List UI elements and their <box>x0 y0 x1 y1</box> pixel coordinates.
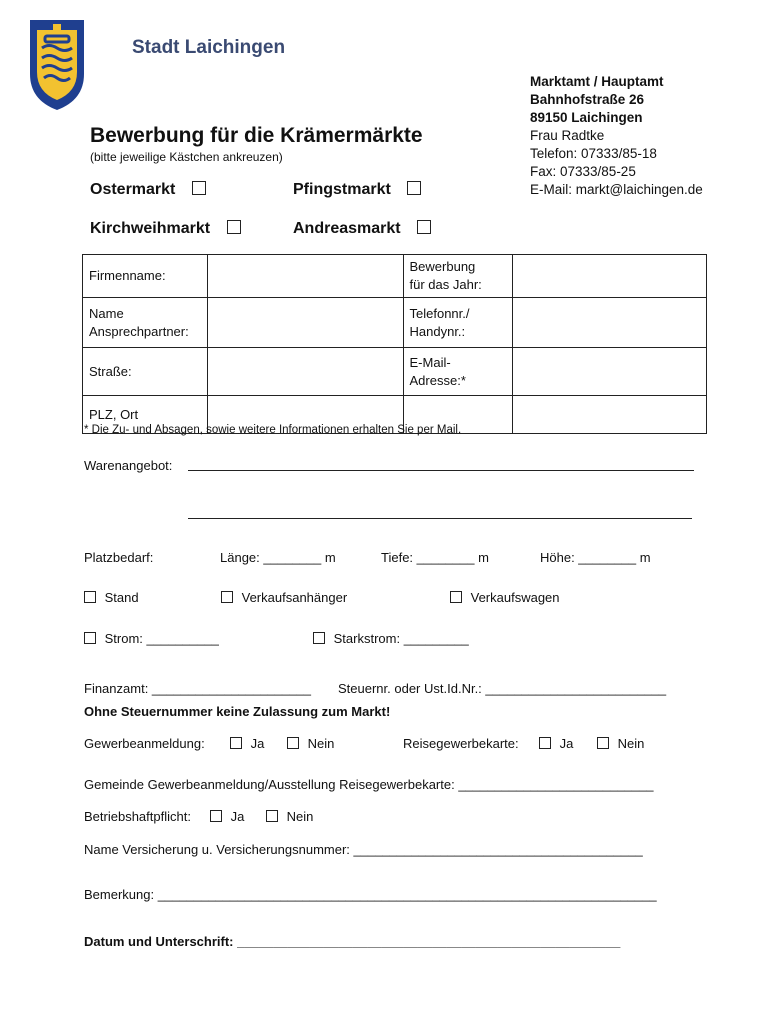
betriebshaftpflicht-label: Betriebshaftpflicht: <box>84 809 191 824</box>
option-starkstrom[interactable] <box>313 631 469 646</box>
tiefe-field[interactable]: Tiefe: ________ m <box>381 550 489 565</box>
gewerbe-nein-option[interactable] <box>287 736 334 751</box>
plz-label: PLZ, Ort <box>83 396 208 434</box>
contact-city: 89150 Laichingen <box>530 110 643 125</box>
hoehe-field[interactable]: Höhe: ________ m <box>540 550 651 565</box>
gewerbe-nein-label: Nein <box>307 736 335 751</box>
steuer-warning: Ohne Steuernummer keine Zulassung zum Markt! <box>84 704 391 719</box>
verkaufsanhaenger-label: Verkaufsanhänger <box>241 590 348 605</box>
gewerbe-ja-label: Ja <box>250 736 265 751</box>
warenangebot-line-1[interactable] <box>188 458 694 471</box>
reisegewerbe-ja-checkbox[interactable] <box>539 737 551 749</box>
kirchweihmarkt-checkbox[interactable] <box>227 220 241 234</box>
market-pfingstmarkt[interactable] <box>293 181 421 199</box>
telefon-field[interactable] <box>513 298 707 348</box>
verkaufswagen-label: Verkaufswagen <box>470 590 560 605</box>
haftpflicht-ja-label: Ja <box>230 809 245 824</box>
andreasmarkt-label: Andreasmarkt <box>293 220 401 237</box>
gewerbeanmeldung-label: Gewerbeanmeldung: <box>84 736 205 751</box>
reisegewerbe-ja-option[interactable] <box>539 736 573 751</box>
empty-cell <box>513 396 707 434</box>
contact-person: Frau Radtke <box>530 128 605 143</box>
footnote: * Die Zu- und Absagen, sowie weitere Informationen erhalten Sie per Mail. <box>84 424 462 436</box>
contact-street: Bahnhofstraße 26 <box>530 92 645 107</box>
laenge-field[interactable]: Länge: ________ m <box>220 550 336 565</box>
firmenname-label: Firmenname: <box>83 255 208 298</box>
contact-email: E-Mail: markt@laichingen.de <box>530 182 703 197</box>
bewerbung-jahr-field[interactable] <box>513 255 707 298</box>
starkstrom-label: Starkstrom: _________ <box>333 631 469 646</box>
haftpflicht-nein-label: Nein <box>286 809 314 824</box>
reisegewerbe-nein-label: Nein <box>617 736 645 751</box>
reisegewerbe-ja-label: Ja <box>559 736 574 751</box>
pfingstmarkt-label: Pfingstmarkt <box>293 181 391 198</box>
verkaufsanhaenger-checkbox[interactable] <box>221 591 233 603</box>
gemeinde-field[interactable]: Gemeinde Gewerbeanmeldung/Ausstellung Reisegewerbekarte: ___________________________ <box>84 777 654 792</box>
market-ostermarkt[interactable] <box>90 181 206 199</box>
verkaufswagen-checkbox[interactable] <box>450 591 462 603</box>
haftpflicht-ja-option[interactable] <box>210 809 244 824</box>
stand-label: Stand <box>104 590 139 605</box>
gewerbe-ja-option[interactable] <box>230 736 264 751</box>
versicherung-field[interactable]: Name Versicherung u. Versicherungsnummer: ________________________________________ <box>84 842 643 857</box>
kirchweihmarkt-label: Kirchweihmarkt <box>90 220 211 237</box>
option-stand[interactable] <box>84 590 139 605</box>
market-kirchweihmarkt[interactable] <box>90 220 241 238</box>
name-label: Name Ansprechpartner: <box>83 298 208 348</box>
subtitle: (bitte jeweilige Kästchen ankreuzen) <box>90 150 283 164</box>
contact-phone: Telefon: 07333/85-18 <box>530 146 657 161</box>
city-name: Stadt Laichingen <box>132 37 286 58</box>
name-field[interactable] <box>207 298 403 348</box>
contact-block <box>530 73 703 199</box>
option-verkaufsanhaenger[interactable] <box>221 590 347 605</box>
firmenname-field[interactable] <box>207 255 403 298</box>
finanzamt-field[interactable]: Finanzamt: ______________________ <box>84 681 311 696</box>
haftpflicht-nein-option[interactable] <box>266 809 313 824</box>
platzbedarf-label: Platzbedarf: <box>84 550 154 565</box>
market-andreasmarkt[interactable] <box>293 220 431 238</box>
strom-label: Strom: __________ <box>104 631 219 646</box>
andreasmarkt-checkbox[interactable] <box>417 220 431 234</box>
option-verkaufswagen[interactable] <box>450 590 560 605</box>
gewerbe-nein-checkbox[interactable] <box>287 737 299 749</box>
email-field[interactable] <box>513 348 707 396</box>
bemerkung-field[interactable]: Bemerkung: _____________________________________________________________________ <box>84 887 657 902</box>
coat-of-arms-icon <box>28 18 86 112</box>
warenangebot-line-2[interactable] <box>188 506 692 519</box>
strasse-field[interactable] <box>207 348 403 396</box>
strasse-label: Straße: <box>83 348 208 396</box>
option-strom[interactable] <box>84 631 219 646</box>
warenangebot-label: Warenangebot: <box>84 458 173 473</box>
steuernr-field[interactable]: Steuernr. oder Ust.Id.Nr.: _________________________ <box>338 681 667 696</box>
gewerbeanmeldung-row <box>84 736 205 751</box>
haftpflicht-nein-checkbox[interactable] <box>266 810 278 822</box>
stand-checkbox[interactable] <box>84 591 96 603</box>
contact-office: Marktamt / Hauptamt <box>530 74 664 89</box>
page-title: Bewerbung für die Krämermärkte <box>90 124 423 147</box>
strom-checkbox[interactable] <box>84 632 96 644</box>
bewerbung-jahr-label: Bewerbung für das Jahr: <box>403 255 513 298</box>
ostermarkt-label: Ostermarkt <box>90 181 176 198</box>
starkstrom-checkbox[interactable] <box>313 632 325 644</box>
reisegewerbe-nein-option[interactable] <box>597 736 644 751</box>
ostermarkt-checkbox[interactable] <box>192 181 206 195</box>
email-label: E-Mail- Adresse:* <box>403 348 513 396</box>
reisegewerbe-label: Reisegewerbekarte: <box>403 736 519 751</box>
city-logo <box>28 18 86 112</box>
contact-fax: Fax: 07333/85-25 <box>530 164 636 179</box>
reisegewerbe-nein-checkbox[interactable] <box>597 737 609 749</box>
haftpflicht-ja-checkbox[interactable] <box>210 810 222 822</box>
pfingstmarkt-checkbox[interactable] <box>407 181 421 195</box>
gewerbe-ja-checkbox[interactable] <box>230 737 242 749</box>
telefon-label: Telefonnr./ Handynr.: <box>403 298 513 348</box>
datum-unterschrift-field[interactable]: Datum und Unterschrift: _____________________________________________________ <box>84 934 621 949</box>
applicant-table <box>82 254 707 434</box>
